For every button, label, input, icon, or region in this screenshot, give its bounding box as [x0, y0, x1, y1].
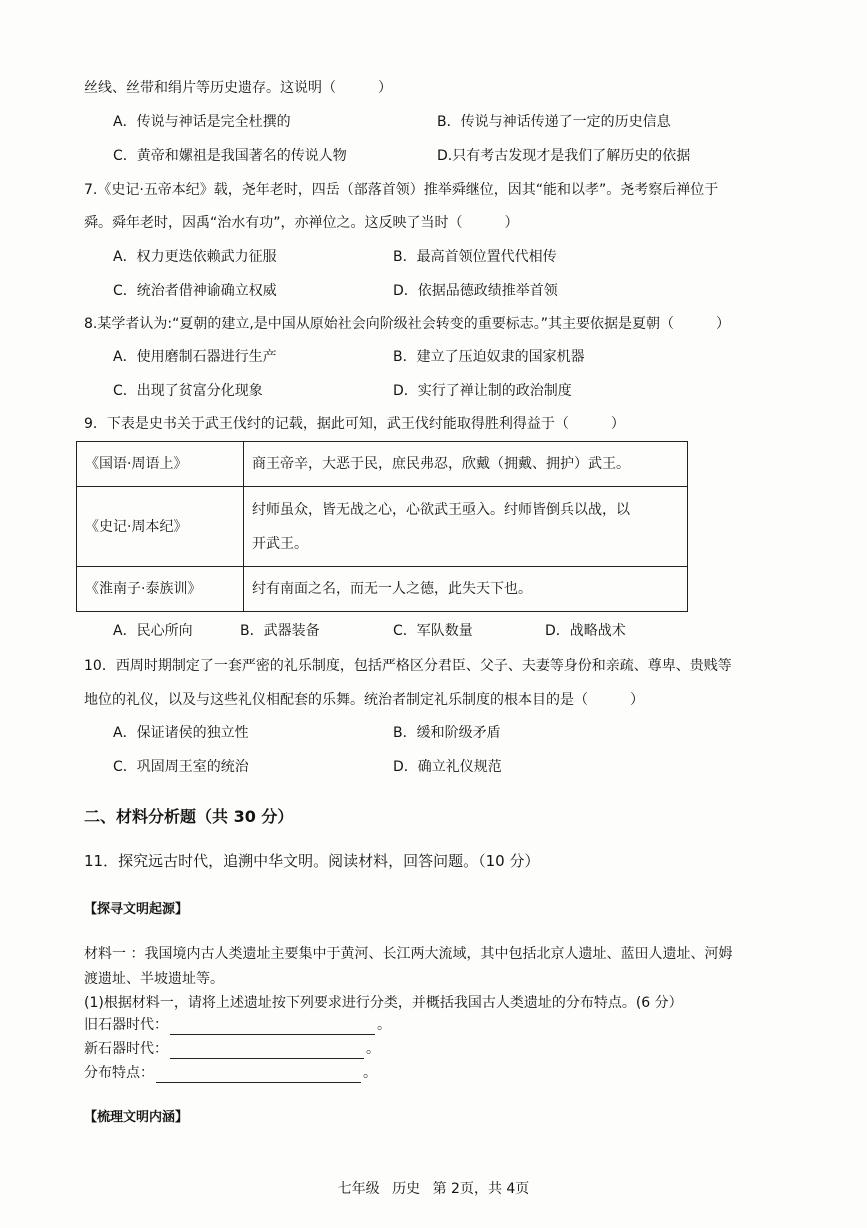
table-text-line: 纣师虽众，皆无战之心，心欲武王亟入。纣师皆倒兵以战，以: [252, 501, 630, 518]
q7-option-d: D．依据品德政绩推举首领: [393, 283, 558, 299]
table-text-cell: [244, 487, 688, 567]
answer-blank[interactable]: [170, 1044, 364, 1059]
table-row: [77, 442, 688, 487]
fill-label: 新石器时代：: [84, 1041, 168, 1057]
table-source-cell: 《国语·周语上》: [77, 442, 244, 487]
q8-option-a: A．使用磨制石器进行生产: [113, 349, 277, 365]
q6-option-a: A．传说与神话是完全杜撰的: [113, 114, 291, 130]
table-source-cell: 《史记·周本纪》: [77, 487, 244, 567]
q8-option-c: C．出现了贫富分化现象: [113, 383, 263, 399]
q9-option-b: B．武器装备: [240, 623, 320, 639]
q11-tag-connotation: 【梳理文明内涵】: [84, 1110, 189, 1125]
q7-stem-line2: 舜。舜年老时，因禹“治水有功”，亦禅位之。这反映了当时（ ）: [84, 215, 519, 231]
q9-stem: 9．下表是史书关于武王伐纣的记载，据此可知，武王伐纣能取得胜利得益于（ ）: [84, 416, 625, 432]
q9-option-a: A．民心所向: [113, 623, 193, 639]
answer-blank[interactable]: [156, 1068, 361, 1083]
table-row: [77, 567, 688, 612]
fill-period: 。: [377, 1017, 391, 1033]
q10-option-b: B．缓和阶级矛盾: [393, 725, 501, 741]
q8-stem: 8.某学者认为:“夏朝的建立,是中国从原始社会向阶级社会转变的重要标志。”其主要依据是夏朝（ ）: [84, 316, 731, 332]
table-text-line: 开武王。: [252, 535, 308, 552]
fill-label: 旧石器时代：: [84, 1017, 168, 1033]
q6-option-c: C．黄帝和嫘祖是我国著名的传说人物: [113, 148, 347, 164]
fill-period: 。: [363, 1065, 377, 1081]
table-row: [77, 487, 688, 567]
section-heading: 二、材料分析题（共 30 分）: [84, 807, 294, 826]
q11-subquestion-1: (1)根据材料一，请将上述遗址按下列要求进行分类，并概括我国古人类遗址的分布特点。(6 分）: [84, 995, 683, 1011]
table-source-cell: 《淮南子·泰族训》: [77, 567, 244, 612]
q7-option-c: C．统治者借神谕确立权威: [113, 283, 277, 299]
page-footer: [0, 1178, 867, 1198]
q10-stem-line2: 地位的礼仪，以及与这些礼仪相配套的乐舞。统治者制定礼乐制度的根本目的是（ ）: [84, 692, 644, 708]
fill-line-paleolithic: [84, 1015, 391, 1035]
q6-stem-tail: 丝线、丝带和绢片等历史遗存。这说明（ ）: [84, 80, 392, 96]
table-text-cell: [244, 567, 688, 612]
fill-period: 。: [366, 1041, 380, 1057]
q9-source-table: [76, 441, 688, 612]
q7-option-b: B．最高首领位置代代相传: [393, 249, 557, 265]
table-text-line: 纣有南面之名，而无一人之德，此失天下也。: [252, 581, 532, 597]
q11-stem: 11．探究远古时代，追溯中华文明。阅读材料，回答问题。（10 分）: [84, 852, 540, 870]
q6-option-b: B．传说与神话传递了一定的历史信息: [437, 114, 671, 130]
footer-page-number: 第 2页，共 4页: [432, 1181, 530, 1197]
q10-stem-line1: 10．西周时期制定了一套严密的礼乐制度，包括严格区分君臣、父子、夫妻等身份和亲疏、尊卑、贵贱等: [84, 658, 732, 674]
q8-option-d: D．实行了禅让制的政治制度: [393, 383, 572, 399]
q9-option-d: D．战略战术: [545, 623, 626, 639]
table-text-cell: [244, 442, 688, 487]
q10-option-a: A．保证诸侯的独立性: [113, 725, 249, 741]
footer-subject: 历史: [392, 1181, 421, 1197]
q7-stem-line1: 7.《史记·五帝本纪》载，尧年老时，四岳（部落首领）推举舜继位，因其“能和以孝”。尧考察后禅位于: [84, 182, 719, 198]
q7-option-a: A．权力更迭依赖武力征服: [113, 249, 277, 265]
q11-material1-line1: 材料一 ：我国境内古人类遗址主要集中于黄河、长江两大流域，其中包括北京人遗址、蓝田人遗址、河姆: [84, 946, 733, 962]
table-text-line: 商王帝辛，大恶于民，庶民弗忍，欣戴（拥戴、拥护）武王。: [252, 456, 630, 472]
q10-option-c: C．巩固周王室的统治: [113, 759, 249, 775]
fill-line-neolithic: [84, 1039, 380, 1059]
fill-line-distribution: [84, 1063, 377, 1083]
q9-option-c: C．军队数量: [393, 623, 473, 639]
q8-option-b: B．建立了压迫奴隶的国家机器: [393, 349, 585, 365]
footer-grade: 七年级: [337, 1181, 380, 1197]
fill-label: 分布特点：: [84, 1065, 154, 1081]
q11-material1-line2: 渡遗址、半坡遗址等。: [84, 971, 224, 987]
answer-blank[interactable]: [170, 1020, 375, 1035]
q11-tag-origin: 【探寻文明起源】: [84, 902, 189, 917]
q6-option-d: D.只有考古发现才是我们了解历史的依据: [437, 148, 691, 164]
q10-option-d: D．确立礼仪规范: [393, 759, 502, 775]
